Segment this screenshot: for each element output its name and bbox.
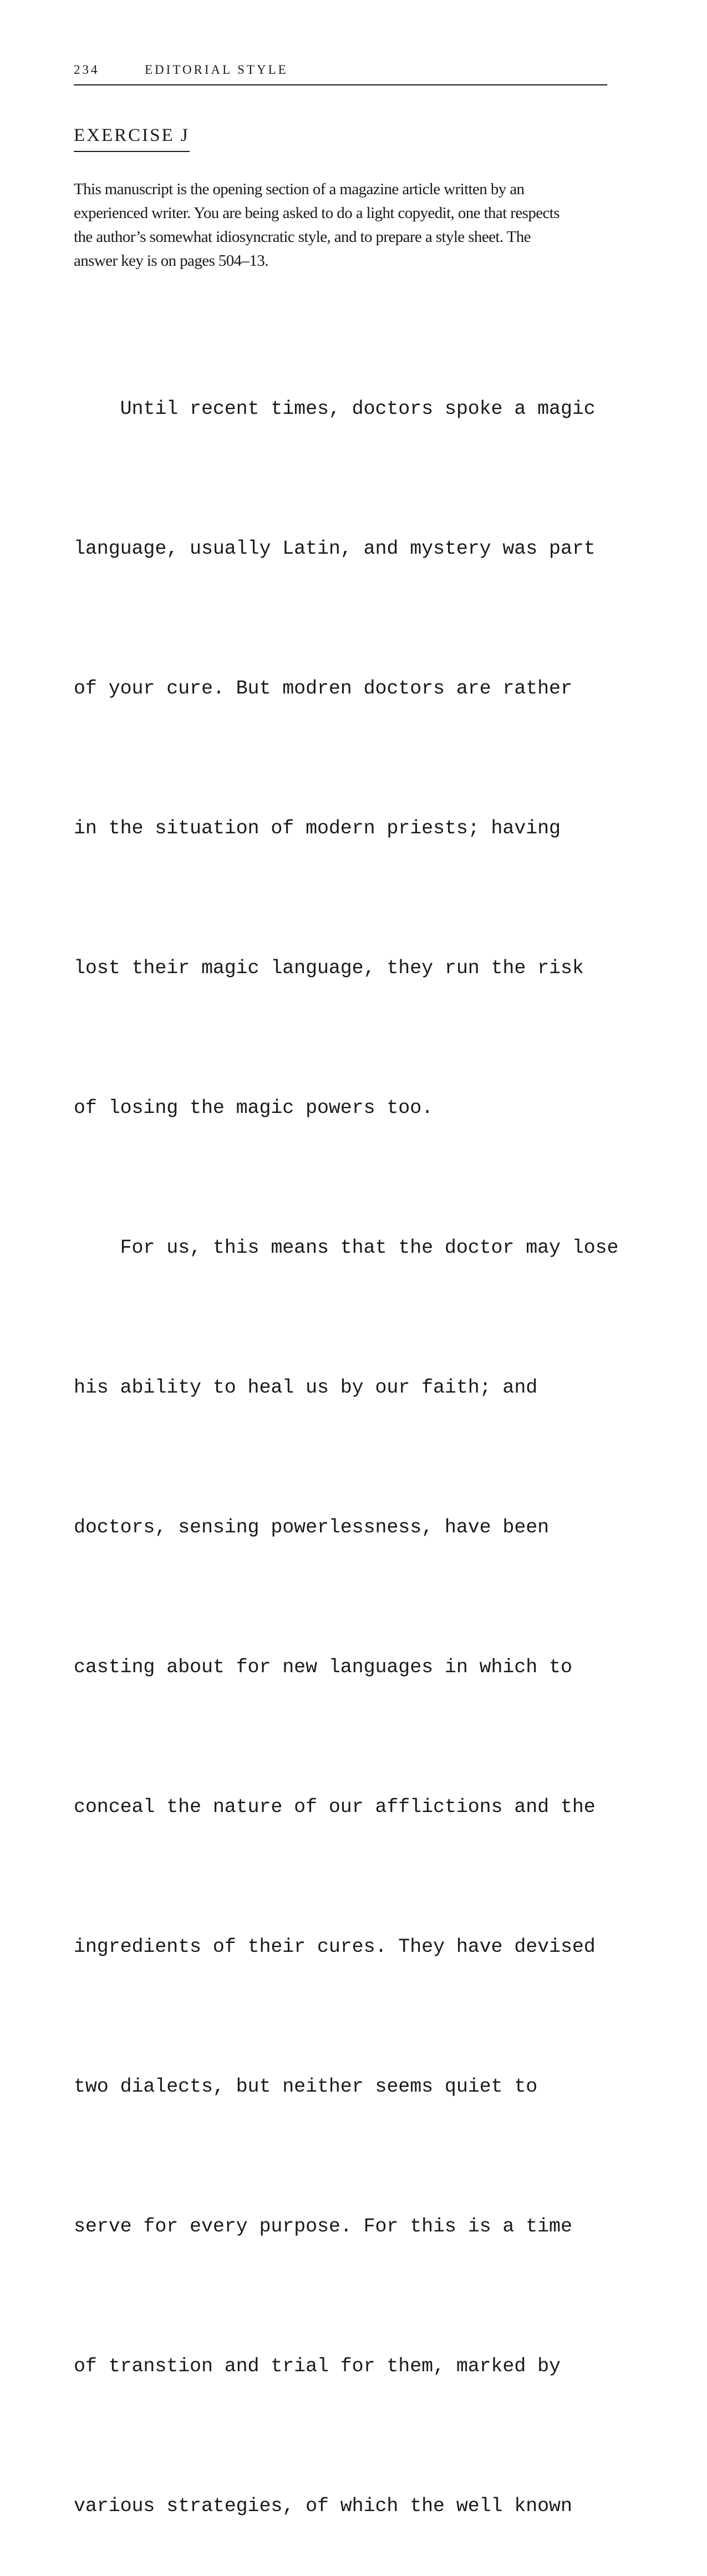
manuscript-text [74,292,628,2576]
instructions-line: experienced writer. You are being asked to do a light copyedit, one that respects [74,204,560,222]
running-head-title: EDITORIAL STYLE [145,63,288,77]
manuscript-line: Until recent times, doctors spoke a magic [74,398,596,420]
manuscript-line: of transtion and trial for them, marked by [74,2355,561,2377]
header-rule [74,84,607,85]
exercise-instructions [74,178,607,273]
manuscript-line: two dialects, but neither seems quiet to [74,2076,538,2098]
manuscript-line: lost their magic language, they run the risk [74,957,584,979]
manuscript-line: serve for every purpose. For this is a time [74,2215,572,2238]
manuscript-line: ingredients of their cures. They have devised [74,1936,596,1958]
manuscript-line: doctors, sensing powerlessness, have been [74,1516,550,1538]
running-head [74,62,606,78]
manuscript-line: casting about for new languages in which to [74,1656,572,1678]
page-number: 234 [74,63,100,77]
manuscript-line: his ability to heal us by our faith; and [74,1376,538,1399]
instructions-line: This manuscript is the opening section of a magazine article written by an [74,180,525,198]
instructions-line: answer key is on pages 504–13. [74,252,268,270]
manuscript-line: of losing the magic powers too. [74,1097,434,1119]
manuscript-line: For us, this means that the doctor may lose [74,1237,619,1259]
instructions-line: the author’s somewhat idiosyncratic style, and to prepare a style sheet. The [74,228,531,246]
manuscript-line: in the situation of modern priests; having [74,817,561,839]
manuscript-line: of your cure. But modren doctors are rather [74,677,572,700]
manuscript-line: conceal the nature of our afflictions and the [74,1796,596,1818]
exercise-title: EXERCISE J [74,124,190,152]
manuscript-line: various strategies, of which the well known [74,2495,572,2517]
manuscript-line: language, usually Latin, and mystery was part [74,538,596,560]
